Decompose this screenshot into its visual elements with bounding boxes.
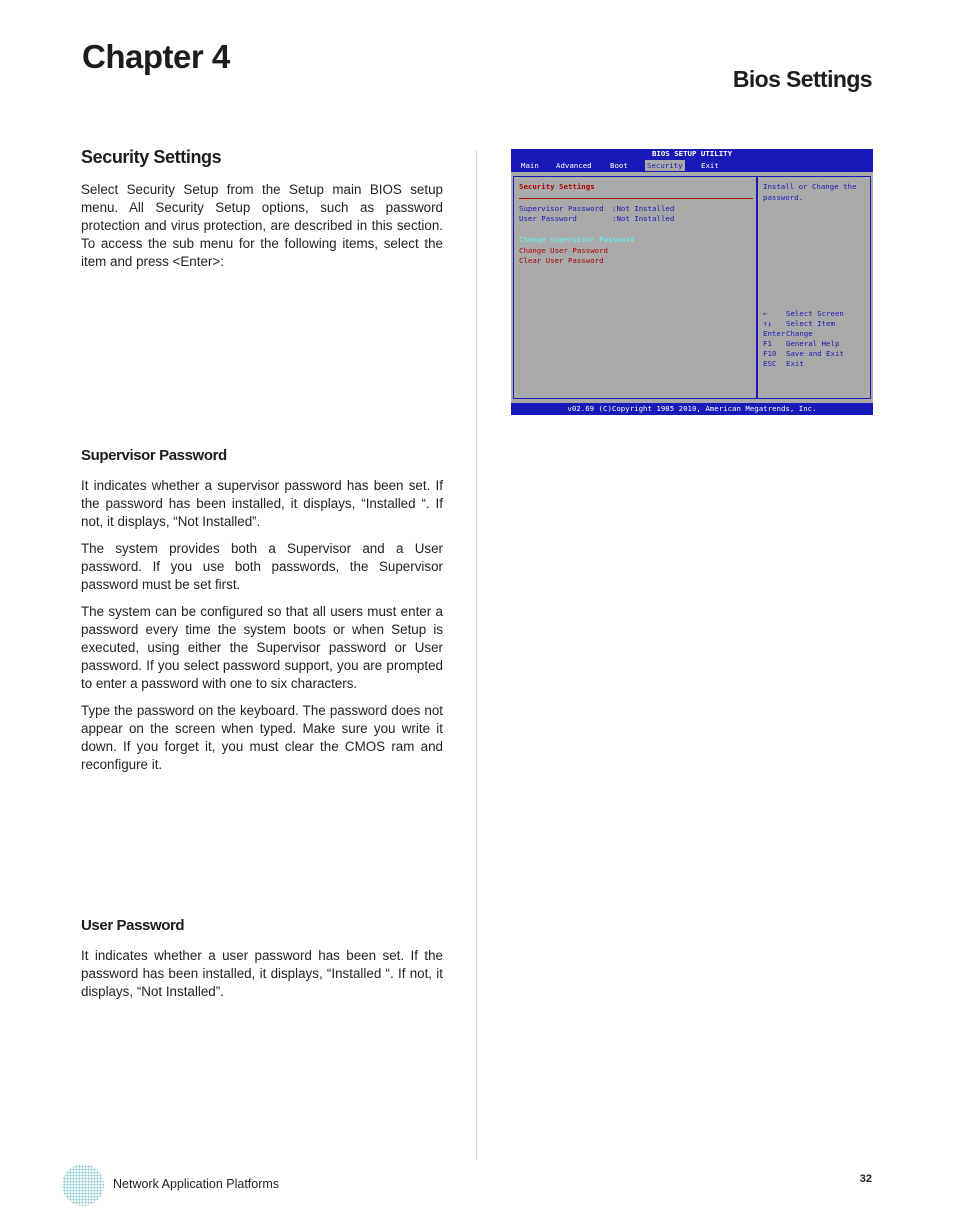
bios-key: ↑↓ bbox=[763, 319, 772, 328]
bios-status-label: User Password bbox=[519, 214, 577, 223]
supervisor-paragraph: The system provides both a Supervisor and a User password. If you use both passwords, the Supervisor password must be set first. bbox=[81, 541, 443, 592]
bios-status-label: Supervisor Password bbox=[519, 204, 604, 213]
bios-help-panel bbox=[757, 176, 871, 399]
bios-menu-exit: Exit bbox=[701, 161, 719, 170]
bios-panel-rule bbox=[519, 198, 753, 199]
chapter-title: Chapter 4 bbox=[82, 38, 230, 75]
bios-key: F10 bbox=[763, 349, 777, 358]
supervisor-heading: Supervisor Password bbox=[81, 447, 227, 464]
security-section bbox=[81, 147, 443, 280]
user-heading: User Password bbox=[81, 917, 185, 934]
bios-status-value: :Not Installed bbox=[612, 214, 675, 223]
bios-key: ← bbox=[763, 309, 768, 318]
bios-key: Enter bbox=[763, 329, 786, 338]
bios-menu-main: Main bbox=[521, 161, 539, 170]
bios-footer: v02.69 (C)Copyright 1985 2010, American Megatrends, Inc. bbox=[511, 403, 873, 415]
section-title: Bios Settings bbox=[732, 66, 872, 92]
supervisor-section bbox=[81, 447, 443, 783]
bios-key: F1 bbox=[763, 339, 772, 348]
supervisor-paragraph: It indicates whether a supervisor password has been set. If the password has been installed, it displays, “Installed “. If not, it displays, “Not Installed”. bbox=[81, 478, 443, 529]
security-intro: Select Security Setup from the Setup main BIOS setup menu. All Security Setup options, such as password protection and virus protection, are described in this section. To access the sub menu for the following items, select the item and press <Enter>: bbox=[81, 182, 443, 269]
column-divider bbox=[476, 150, 477, 1160]
bios-key: ESC bbox=[763, 359, 777, 368]
bios-menu-security: Security bbox=[647, 161, 683, 170]
user-section bbox=[81, 917, 443, 1010]
bios-key-action: Change bbox=[786, 329, 813, 338]
bios-key-action: Select Item bbox=[786, 319, 835, 328]
bios-status-value: :Not Installed bbox=[612, 204, 675, 213]
security-heading: Security Settings bbox=[81, 147, 222, 167]
bios-menu-boot: Boot bbox=[610, 161, 628, 170]
company-logo bbox=[60, 1162, 106, 1208]
supervisor-paragraph: Type the password on the keyboard. The password does not appear on the screen when typed. Make sure you write it down. If you forget it, you must clear the CMOS ram and reconfigure it. bbox=[81, 703, 443, 772]
bios-help-line: Install or Change the bbox=[763, 182, 857, 191]
bios-key-action: Save and Exit bbox=[786, 349, 844, 358]
bios-option-change-supervisor: Change Supervisor Password bbox=[519, 235, 635, 244]
supervisor-paragraph: The system can be configured so that all users must enter a password every time the system boots or when Setup is executed, using either the Supervisor password or User password. If you select password support, you are prompted to enter a password with one to six characters. bbox=[81, 604, 443, 691]
bios-title: BIOS SETUP UTILITY bbox=[511, 149, 873, 159]
page-number: 32 bbox=[859, 1173, 872, 1185]
bios-menubar bbox=[511, 159, 873, 172]
footer-company: Network Application Platforms bbox=[113, 1177, 280, 1191]
bios-key-action: Select Screen bbox=[786, 309, 844, 318]
bios-panel-title: Security Settings bbox=[519, 182, 595, 191]
bios-menu-advanced: Advanced bbox=[556, 161, 592, 170]
bios-option-change-user: Change User Password bbox=[519, 246, 608, 255]
bios-screenshot bbox=[511, 149, 873, 415]
bios-option-clear-user: Clear User Password bbox=[519, 256, 604, 265]
bios-key-action: Exit bbox=[786, 359, 804, 368]
bios-key-action: General Help bbox=[786, 339, 840, 348]
bios-help-line: password. bbox=[763, 193, 804, 202]
bios-settings-panel bbox=[513, 176, 757, 399]
user-paragraph: It indicates whether a user password has been set. If the password has been installed, it displays, “Installed “. If not, it displays, “Not Installed”. bbox=[81, 948, 443, 999]
